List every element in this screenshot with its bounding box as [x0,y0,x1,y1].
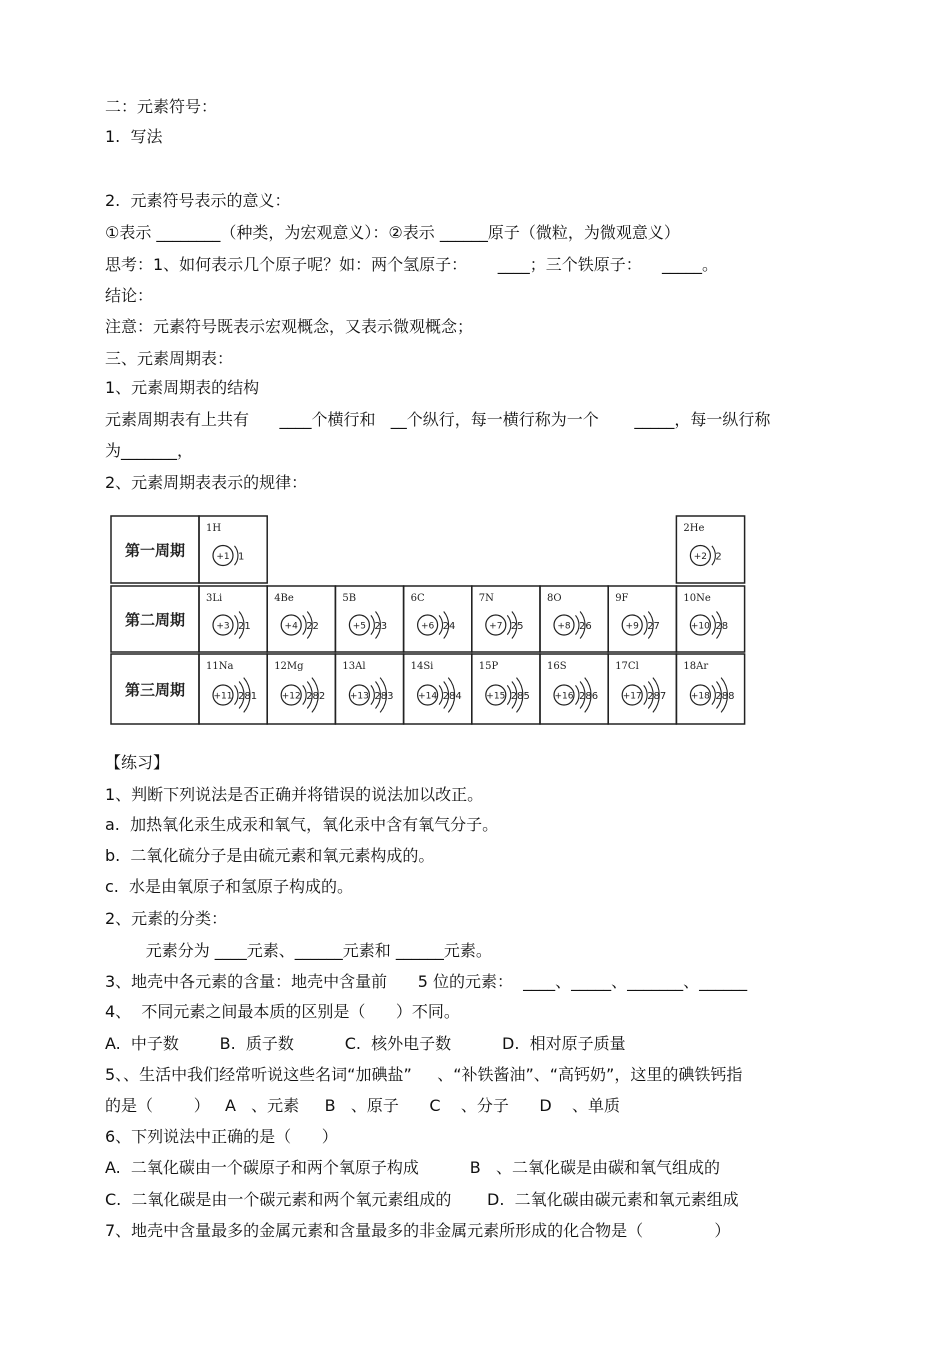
shell-electrons: 284 [442,691,462,702]
nucleus-charge: +9 [625,621,639,632]
nucleus-charge: +5 [352,621,367,632]
q4-options: A. 中子数 B. 质子数 C. 核外电子数 D. 相对原子质量 [105,1034,626,1053]
element-label: 18Ar [683,661,709,672]
element-label: 7N [478,593,494,604]
table-structure-fill: 元素周期表有上共有 ____个横行和 __个纵行，每一横行称为一个 _____，每一纵行称 [105,410,771,429]
symbol-meaning-fill: ①表示 ________（种类，为宏观意义）：②表示 ______原子（微粒，为微观意义） [105,223,680,242]
q6-options-ab: A. 二氧化碳由一个碳原子和两个氧原子构成 B 、二氧化碳是由碳和氧气组成的 [105,1158,721,1177]
q3-text: 3、地壳中各元素的含量：地壳中含量前 5 位的元素： ____、_____、_______、______ [105,972,748,991]
q4-text: 4、 不同元素之间最本质的区别是（ ）不同。 [105,1002,460,1021]
period-label: 第二周期 [124,611,186,629]
nucleus-charge: +13 [349,691,369,702]
element-label: 11Na [206,661,234,672]
element-label: 1H [206,523,222,534]
period-label: 第一周期 [124,541,186,560]
element-label: 16S [547,661,567,672]
nucleus-charge: +7 [489,621,503,632]
element-label: 2He [683,523,705,534]
element-label: 3Li [206,593,223,604]
element-label: 4Be [274,593,294,604]
note-text: 注意：元素符号既表示宏观概念，又表示微观概念； [105,317,474,336]
element-label: 6C [410,593,425,604]
shell-electrons: 24 [442,621,456,632]
element-label: 5B [342,593,357,604]
nucleus-charge: +3 [216,621,230,632]
q5-options: 的是（ ） A 、元素 B 、原子 C 、分子 D 、单质 [105,1096,621,1115]
element-label: 17Cl [615,661,639,672]
periodic-table-svg [103,508,749,734]
q1-a: a. 加热氧化汞生成汞和氧气，氧化汞中含有氧气分子。 [105,815,499,834]
shell-electrons: 27 [647,621,660,632]
think-question: 思考：1、如何表示几个原子呢？如：两个氢原子： ____；三个铁原子： _____。 [105,255,719,274]
q2-fill: 元素分为 ____元素、______元素和 ______元素。 [105,941,492,960]
q1-text: 1、判断下列说法是否正确并将错误的说法加以改正。 [105,785,484,804]
practice-heading: 【练习】 [105,753,170,772]
item-writing-method: 1. 写法 [105,127,163,146]
shell-electrons: 28 [715,621,729,632]
nucleus-charge: +8 [557,621,571,632]
q7-text: 7、地壳中含量最多的金属元素和含量最多的非金属元素所形成的化合物是（ ） [105,1221,731,1240]
table-structure-fill-cont: 为_______， [105,441,194,460]
section-3-heading: 三、元素周期表： [105,349,234,368]
q1-b: b. 二氧化硫分子是由硫元素和氧元素构成的。 [105,846,435,865]
shell-electrons: 286 [579,691,599,702]
conclusion-label: 结论： [105,286,154,305]
nucleus-charge: +6 [420,621,435,632]
nucleus-charge: +12 [281,691,301,702]
q2-text: 2、元素的分类： [105,909,228,928]
shell-electrons: 281 [238,691,258,702]
shell-electrons: 287 [647,691,667,702]
element-label: 15P [478,661,499,672]
nucleus-charge: +17 [622,691,642,702]
section-2-heading: 二：元素符号： [105,97,218,116]
q6-options-cd: C. 二氧化碳是由一个碳元素和两个氧元素组成的 D. 二氧化碳由碳元素和氧元素组成 [105,1190,739,1209]
nucleus-charge: +18 [690,691,710,702]
nucleus-charge: +11 [213,691,233,702]
element-label: 14Si [410,661,434,672]
table-rules-heading: 2、元素周期表表示的规律： [105,473,308,492]
shell-electrons: 288 [715,691,735,702]
shell-electrons: 283 [374,691,394,702]
nucleus-charge: +14 [418,691,438,702]
shell-electrons: 21 [238,621,251,632]
nucleus-charge: +16 [554,691,574,702]
q6-text: 6、下列说法中正确的是（ ） [105,1127,338,1146]
q1-c: c. 水是由氧原子和氢原子构成的。 [105,877,354,896]
nucleus-charge: +2 [693,552,708,562]
shell-electrons: 282 [306,691,326,702]
shell-electrons: 22 [306,621,319,632]
q5-text: 5、、生活中我们经常听说这些名词“加碘盐” 、“补铁酱油”、“高钙奶”，这里的碘铁钙指 [105,1065,743,1084]
nucleus-charge: +10 [690,621,710,632]
table-structure-heading: 1、元素周期表的结构 [105,378,260,397]
element-label: 12Mg [274,661,304,672]
shell-electrons: 285 [510,691,530,702]
period-label: 第三周期 [124,681,186,699]
nucleus-charge: +15 [486,691,506,702]
periodic-table-figure [103,508,749,734]
nucleus-charge: +4 [284,621,298,632]
element-label: 10Ne [683,593,711,604]
shell-electrons: 25 [510,621,524,632]
shell-electrons: 26 [579,621,592,632]
item-symbol-meaning: 2. 元素符号表示的意义： [105,191,291,210]
nucleus-charge: +1 [216,552,230,562]
shell-electrons: 2 [715,551,722,563]
element-label: 8O [547,593,562,604]
element-label: 13Al [342,661,366,672]
shell-electrons: 23 [374,621,388,632]
element-label: 9F [615,593,629,604]
shell-electrons: 1 [238,551,245,563]
